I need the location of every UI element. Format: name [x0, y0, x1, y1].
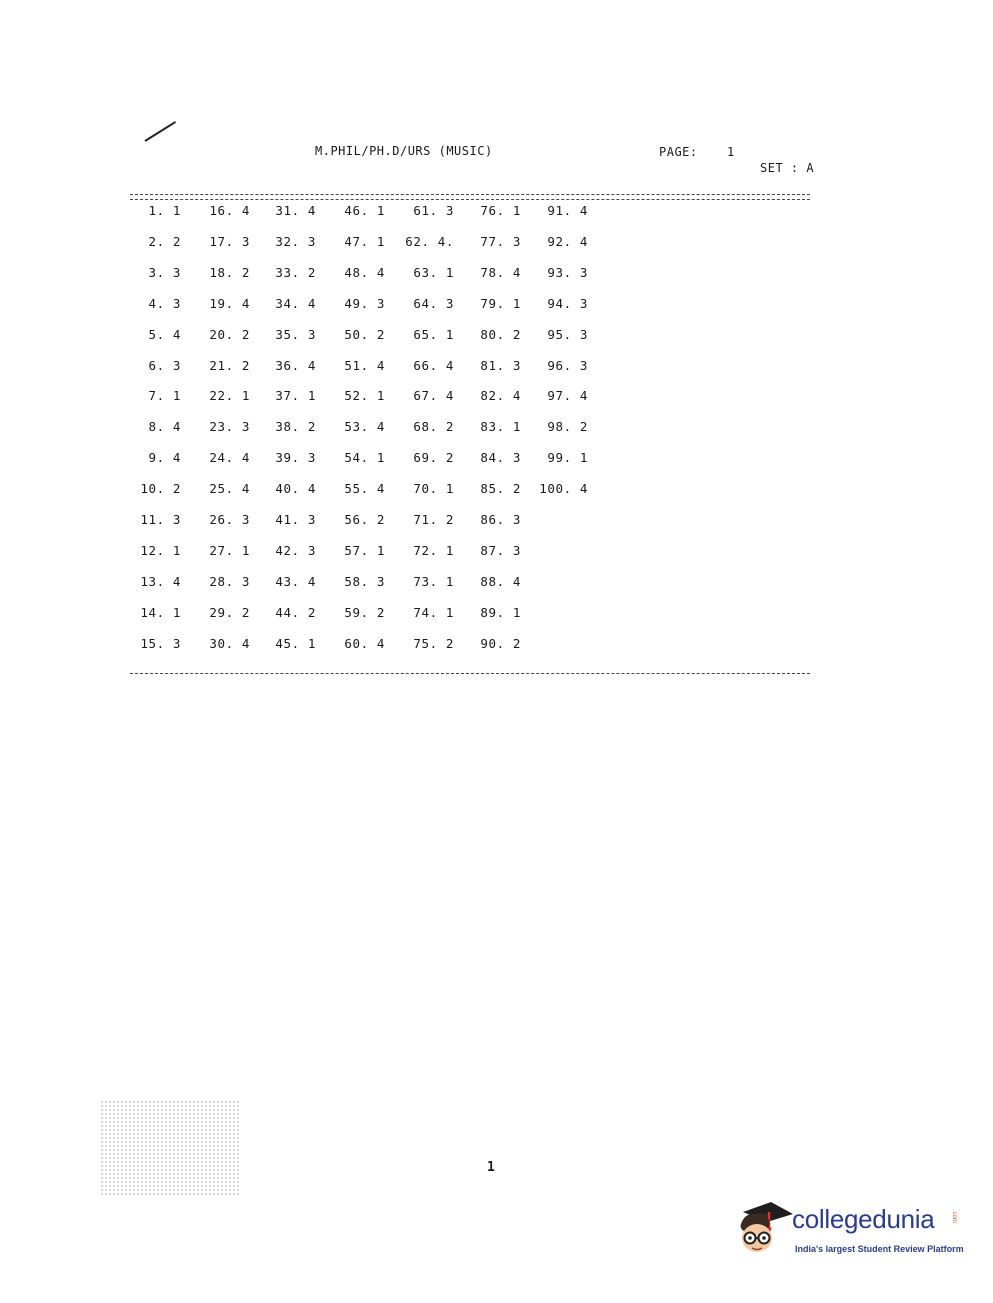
answer-entry: 100. 4 — [539, 481, 588, 497]
answer-entry: 79. 1 — [480, 295, 521, 311]
answer-entry: 10. 2 — [140, 481, 181, 497]
answer-entry: 78. 4 — [480, 264, 521, 280]
answer-entry: 47. 1 — [344, 233, 385, 249]
brand-tagline: India's largest Student Review Platform — [795, 1244, 964, 1254]
answer-entry: 72. 1 — [413, 542, 454, 558]
answer-entry: 48. 4 — [344, 264, 385, 280]
answer-entry: 94. 3 — [547, 295, 588, 311]
answer-entry: 18. 2 — [209, 264, 250, 280]
answer-entry: 54. 1 — [344, 450, 385, 466]
answer-entry: 73. 1 — [413, 573, 454, 589]
scan-speckle — [100, 1100, 240, 1195]
answer-entry: 14. 1 — [140, 604, 181, 620]
answer-entry: 60. 4 — [344, 635, 385, 651]
answer-entry: 33. 2 — [275, 264, 316, 280]
answer-entry: 17. 3 — [209, 233, 250, 249]
answer-entry: 32. 3 — [275, 233, 316, 249]
answer-entry: 65. 1 — [413, 326, 454, 342]
answer-entry: 43. 4 — [275, 573, 316, 589]
answer-entry: 82. 4 — [480, 388, 521, 404]
answer-entry: 56. 2 — [344, 512, 385, 527]
answer-entry: 20. 2 — [209, 326, 250, 342]
answer-entry: 86. 3 — [480, 512, 521, 527]
answer-entry: 62. 4. — [405, 233, 454, 249]
answer-entry: 59. 2 — [344, 604, 385, 620]
answer-entry: 55. 4 — [344, 481, 385, 497]
answer-entry: 36. 4 — [275, 357, 316, 373]
brand-name: collegedunia — [792, 1204, 935, 1234]
answer-entry: 96. 3 — [547, 357, 588, 373]
answer-entry: 80. 2 — [480, 326, 521, 342]
answer-entry: 23. 3 — [209, 419, 250, 435]
answer-entry: 7. 1 — [148, 388, 181, 404]
answer-entry: 83. 1 — [480, 419, 521, 435]
answer-entry: 64. 3 — [413, 295, 454, 311]
answer-entry: 15. 3 — [140, 635, 181, 651]
answer-entry: 22. 1 — [209, 388, 250, 404]
brand-suffix: .com — [951, 1210, 957, 1224]
answer-entry: 68. 2 — [413, 419, 454, 435]
answer-entry: 45. 1 — [275, 635, 316, 651]
answer-entry: 66. 4 — [413, 357, 454, 373]
answer-entry: 76. 1 — [480, 203, 521, 218]
answer-entry: 27. 1 — [209, 542, 250, 558]
answer-key-grid — [130, 203, 610, 663]
answer-entry: 5. 4 — [148, 326, 181, 342]
answer-entry: 6. 3 — [148, 357, 181, 373]
answer-entry: 41. 3 — [275, 512, 316, 527]
answer-entry: 30. 4 — [209, 635, 250, 651]
page-number: 1 — [727, 145, 735, 159]
answer-entry: 21. 2 — [209, 357, 250, 373]
answer-entry: 1. 1 — [148, 203, 181, 218]
student-mascot-icon — [735, 1198, 795, 1258]
answer-entry: 74. 1 — [413, 604, 454, 620]
answer-entry: 28. 3 — [209, 573, 250, 589]
answer-entry: 46. 1 — [344, 203, 385, 218]
answer-entry: 97. 4 — [547, 388, 588, 404]
answer-entry: 39. 3 — [275, 450, 316, 466]
answer-entry: 3. 3 — [148, 264, 181, 280]
answer-entry: 16. 4 — [209, 203, 250, 218]
collegedunia-logo — [735, 1198, 964, 1260]
answer-entry: 63. 1 — [413, 264, 454, 280]
answer-entry: 2. 2 — [148, 233, 181, 249]
answer-entry: 31. 4 — [275, 203, 316, 218]
answer-entry: 89. 1 — [480, 604, 521, 620]
answer-entry: 71. 2 — [413, 512, 454, 527]
answer-entry: 40. 4 — [275, 481, 316, 497]
footer-page-number: 1 — [487, 1160, 495, 1175]
answer-entry: 57. 1 — [344, 542, 385, 558]
answer-entry: 91. 4 — [547, 203, 588, 218]
answer-entry: 9. 4 — [148, 450, 181, 466]
top-double-rule — [130, 194, 810, 200]
set-label: SET : A — [760, 161, 815, 175]
answer-entry: 99. 1 — [547, 450, 588, 466]
pen-slash-mark — [144, 121, 176, 142]
document-title: M.PHIL/PH.D/URS (MUSIC) — [315, 144, 493, 158]
bottom-rule — [130, 673, 810, 674]
answer-entry: 98. 2 — [547, 419, 588, 435]
answer-entry: 12. 1 — [140, 542, 181, 558]
answer-entry: 42. 3 — [275, 542, 316, 558]
answer-entry: 90. 2 — [480, 635, 521, 651]
answer-entry: 88. 4 — [480, 573, 521, 589]
answer-entry: 87. 3 — [480, 542, 521, 558]
answer-entry: 38. 2 — [275, 419, 316, 435]
answer-entry: 84. 3 — [480, 450, 521, 466]
answer-entry: 81. 3 — [480, 357, 521, 373]
answer-entry: 34. 4 — [275, 295, 316, 311]
answer-entry: 35. 3 — [275, 326, 316, 342]
answer-entry: 51. 4 — [344, 357, 385, 373]
answer-entry: 77. 3 — [480, 233, 521, 249]
answer-entry: 8. 4 — [148, 419, 181, 435]
answer-entry: 52. 1 — [344, 388, 385, 404]
answer-entry: 53. 4 — [344, 419, 385, 435]
answer-entry: 29. 2 — [209, 604, 250, 620]
answer-entry: 93. 3 — [547, 264, 588, 280]
answer-entry: 75. 2 — [413, 635, 454, 651]
answer-entry: 24. 4 — [209, 450, 250, 466]
answer-entry: 67. 4 — [413, 388, 454, 404]
answer-entry: 44. 2 — [275, 604, 316, 620]
answer-entry: 49. 3 — [344, 295, 385, 311]
page-label: PAGE: — [659, 145, 698, 159]
answer-entry: 37. 1 — [275, 388, 316, 404]
answer-entry: 11. 3 — [140, 512, 181, 527]
answer-entry: 95. 3 — [547, 326, 588, 342]
answer-entry: 4. 3 — [148, 295, 181, 311]
answer-entry: 25. 4 — [209, 481, 250, 497]
answer-entry: 13. 4 — [140, 573, 181, 589]
answer-entry: 19. 4 — [209, 295, 250, 311]
answer-entry: 85. 2 — [480, 481, 521, 497]
answer-entry: 70. 1 — [413, 481, 454, 497]
answer-entry: 50. 2 — [344, 326, 385, 342]
answer-entry: 61. 3 — [413, 203, 454, 218]
answer-entry: 58. 3 — [344, 573, 385, 589]
answer-entry: 92. 4 — [547, 233, 588, 249]
answer-entry: 26. 3 — [209, 512, 250, 527]
answer-entry: 69. 2 — [413, 450, 454, 466]
